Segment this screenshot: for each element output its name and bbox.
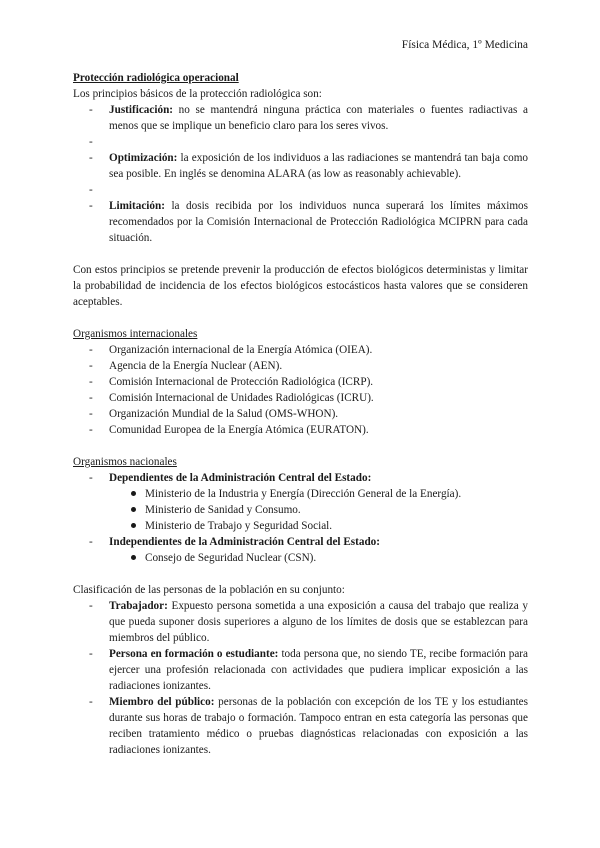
list-item: - Organización internacional de la Energía Atómica (OIEA). [73,342,528,358]
classification-text: Expuesto persona sometida a una exposición a causa del trabajo que realiza y que pueda suponer dosis superiores a alguno de los límites de dosis que se establezcan para miembros del público. [109,600,528,644]
list-item: Ministerio de Sanidad y Consumo. [73,502,528,518]
principles-list [73,102,528,246]
list-item: - Comisión Internacional de Protección Radiológica (ICRP). [73,374,528,390]
list-item: - Organización Mundial de la Salud (OMS-WHON). [73,406,528,422]
list-item: Ministerio de la Industria y Energía (Dirección General de la Energía). [73,486,528,502]
principles-conclusion: Con estos principios se pretende prevenir la producción de efectos biológicos deterministas y limitar la probabilidad de incidencia de los efectos biológicos estocásticos hasta valores que se consideren aceptables. [73,264,528,308]
principle-text: la dosis recibida por los individuos nunca superará los límites máximos recomendados por la Comisión Internacional de Protección Radiológica MCIPRN para cada situación. [109,200,528,244]
classification-text: personas de la población con excepción de los TE y los estudiantes durante sus horas de trabajo o formación. Tampoco entran en esta categoría las personas que reciben tratamiento médico o pruebas diagnósticas relacionadas con exposición a las radiaciones ionizantes. [109,696,528,756]
spacer [73,566,528,582]
classification-item [73,646,528,694]
principle-term: Limitación: [109,200,165,212]
classification-term: Miembro del público: [109,696,215,708]
spacer [73,182,528,198]
national-heading: Organismos nacionales [73,456,177,468]
classification-text: toda persona que, no siendo TE, recibe formación para ejercer una profesión relacionada con actividades que pudiera implicar exposición a las radiaciones ionizantes. [109,648,528,692]
list-item: Consejo de Seguridad Nuclear (CSN). [73,550,528,566]
national-list [73,470,528,486]
classification-term: Trabajador: [109,600,168,612]
list-item: - Comisión Internacional de Unidades Radiológicas (ICRU). [73,390,528,406]
principle-item [73,198,528,246]
international-heading: Organismos internacionales [73,328,198,340]
classification-term: Persona en formación o estudiante: [109,648,279,660]
principles-intro: Los principios básicos de la protección radiológica son: [73,88,322,100]
classification-list [73,598,528,758]
independent-list [73,550,528,566]
group-label: Independientes de la Administración Central del Estado: [109,536,381,548]
list-item: - Comunidad Europea de la Energía Atómica (EURATON). [73,422,528,438]
classification-intro: Clasificación de las personas de la población en su conjunto: [73,584,345,596]
international-list [73,342,528,438]
page-header: Física Médica, 1º Medicina [401,39,528,51]
principle-text: la exposición de los individuos a las radiaciones se mantendrá tan baja como sea posible. En inglés se denomina ALARA (as low as reasonably achievable). [109,152,528,180]
classification-item [73,694,528,758]
document-body [73,70,528,758]
principle-item [73,150,528,182]
classification-item [73,598,528,646]
national-group [73,534,528,550]
spacer [73,246,528,262]
spacer [73,134,528,150]
principle-term: Justificación: [109,104,174,116]
principle-item [73,102,528,134]
national-group [73,470,528,486]
list-item: Ministerio de Trabajo y Seguridad Social. [73,518,528,534]
spacer [73,310,528,326]
principle-text: no se mantendrá ninguna práctica con materiales o fuentes radiactivas a menos que se implique un beneficio claro para los seres vivos. [109,104,528,132]
section-title: Protección radiológica operacional [73,72,239,84]
list-item: - Agencia de la Energía Nuclear (AEN). [73,358,528,374]
group-label: Dependientes de la Administración Central del Estado: [109,472,372,484]
dependent-list [73,486,528,534]
national-list-2 [73,534,528,550]
spacer [73,438,528,454]
principle-term: Optimización: [109,152,178,164]
